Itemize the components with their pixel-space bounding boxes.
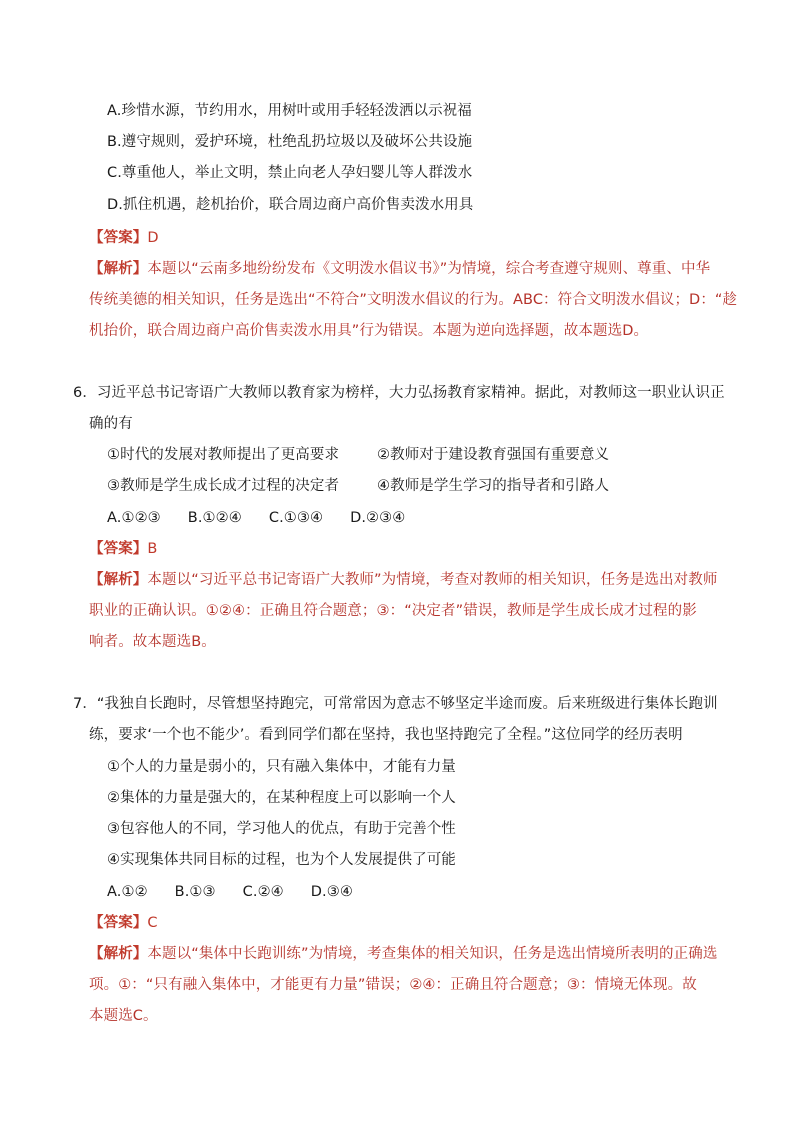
q7-choice-c: C.②④ [242,884,284,900]
q6-item-3: ③教师是学生成长成才过程的决定者 [107,478,340,494]
q6-answer-tag: 【答案】 [89,541,148,557]
q7-analysis-tag: 【解析】 [89,946,148,962]
q6-analysis-line-3: 响者。故本题选B。 [89,634,216,650]
q6-choices [107,508,432,528]
q6-item-4: ④教师是学生学习的指导者和引路人 [377,478,610,494]
q7-choices [107,882,380,902]
q6-analysis-text-1: 本题以“习近平总书记寄语广大教师”为情境，考查对教师的相关知识，任务是选出对教师 [147,572,718,588]
q6-choice-c: C.①③④ [268,510,324,526]
q7-answer-value: C [147,915,158,931]
q6-analysis-line-1 [89,570,717,590]
q7-choice-b: B.①③ [174,884,216,900]
q5-analysis-line-2: 传统美德的相关知识，任务是选出“不符合”文明泼水倡议的行为。ABC：符合文明泼水倡议；D：“趁 [89,292,738,308]
q6-choice-a: A.①②③ [107,510,161,526]
q7-stem-line-1: 7．“我独自长跑时，尽管想坚持跑完，可常常因为意志不够坚定半途而废。后来班级进行集体长跑训 [73,696,718,712]
q7-item-1: ①个人的力量是弱小的，只有融入集体中，才能有力量 [107,759,456,775]
q7-item-3: ③包容他人的不同，学习他人的优点，有助于完善个性 [107,821,456,837]
q5-analysis-tag: 【解析】 [89,261,148,277]
q6-answer [89,539,157,559]
q7-item-4: ④实现集体共同目标的过程，也为个人发展提供了可能 [107,852,456,868]
q6-item-1: ①时代的发展对教师提出了更高要求 [107,447,340,463]
q5-analysis-line-1 [89,259,710,279]
q7-analysis-line-2: 项。①：“只有融入集体中，才能更有力量”错误；②④：正确且符合题意；③：情境无体现。故 [89,977,697,993]
q6-stem-line-2: 确的有 [89,416,133,432]
q7-answer-tag: 【答案】 [89,915,148,931]
q7-choice-d: D.③④ [310,884,353,900]
q5-option-b: B.遵守规则，爱护环境，杜绝乱扔垃圾以及破坏公共设施 [107,134,473,150]
q6-choice-b: B.①②④ [187,510,242,526]
q5-answer-tag: 【答案】 [89,230,148,246]
q5-analysis-line-3: 机抬价，联合周边商户高价售卖泼水用具”行为错误。本题为逆向选择题，故本题选D。 [89,323,649,339]
q6-analysis-tag: 【解析】 [89,572,148,588]
q7-analysis-line-1 [89,944,717,964]
q5-option-a: A.珍惜水源，节约用水，用树叶或用手轻轻泼洒以示祝福 [107,103,472,119]
q6-choice-d: D.②③④ [350,510,406,526]
q5-analysis-text-1: 本题以“云南多地纷纷发布《文明泼水倡议书》”为情境，综合考查遵守规则、尊重、中华 [147,261,711,277]
q6-items-row-2 [107,476,609,496]
q7-item-2: ②集体的力量是强大的，在某种程度上可以影响一个人 [107,790,456,806]
q5-answer [89,228,159,248]
q7-answer [89,913,158,933]
q5-option-c: C.尊重他人，举止文明，禁止向老人孕妇婴儿等人群泼水 [107,165,473,181]
q7-analysis-line-3: 本题选C。 [89,1008,158,1024]
q6-items-row-1 [107,445,609,465]
q6-answer-value: B [147,541,158,557]
q7-analysis-text-1: 本题以“集体中长跑训练”为情境，考查集体的相关知识，任务是选出情境所表明的正确选 [147,946,718,962]
q5-answer-value: D [147,230,159,246]
q6-stem-line-1: 6．习近平总书记寄语广大教师以教育家为榜样，大力弘扬教育家精神。据此，对教师这一职业认识正 [73,385,725,401]
q7-choice-a: A.①② [107,884,148,900]
q6-item-2: ②教师对于建设教育强国有重要意义 [377,447,610,463]
q5-option-d: D.抓住机遇，趁机抬价，联合周边商户高价售卖泼水用具 [107,197,474,213]
q6-analysis-line-2: 职业的正确认识。①②④：正确且符合题意；③：“决定者”错误，教师是学生成长成才过程的影 [89,603,697,619]
q7-stem-line-2: 练，要求‘一个也不能少’。看到同学们都在坚持，我也坚持跑完了全程。”这位同学的经历表明 [89,727,683,743]
